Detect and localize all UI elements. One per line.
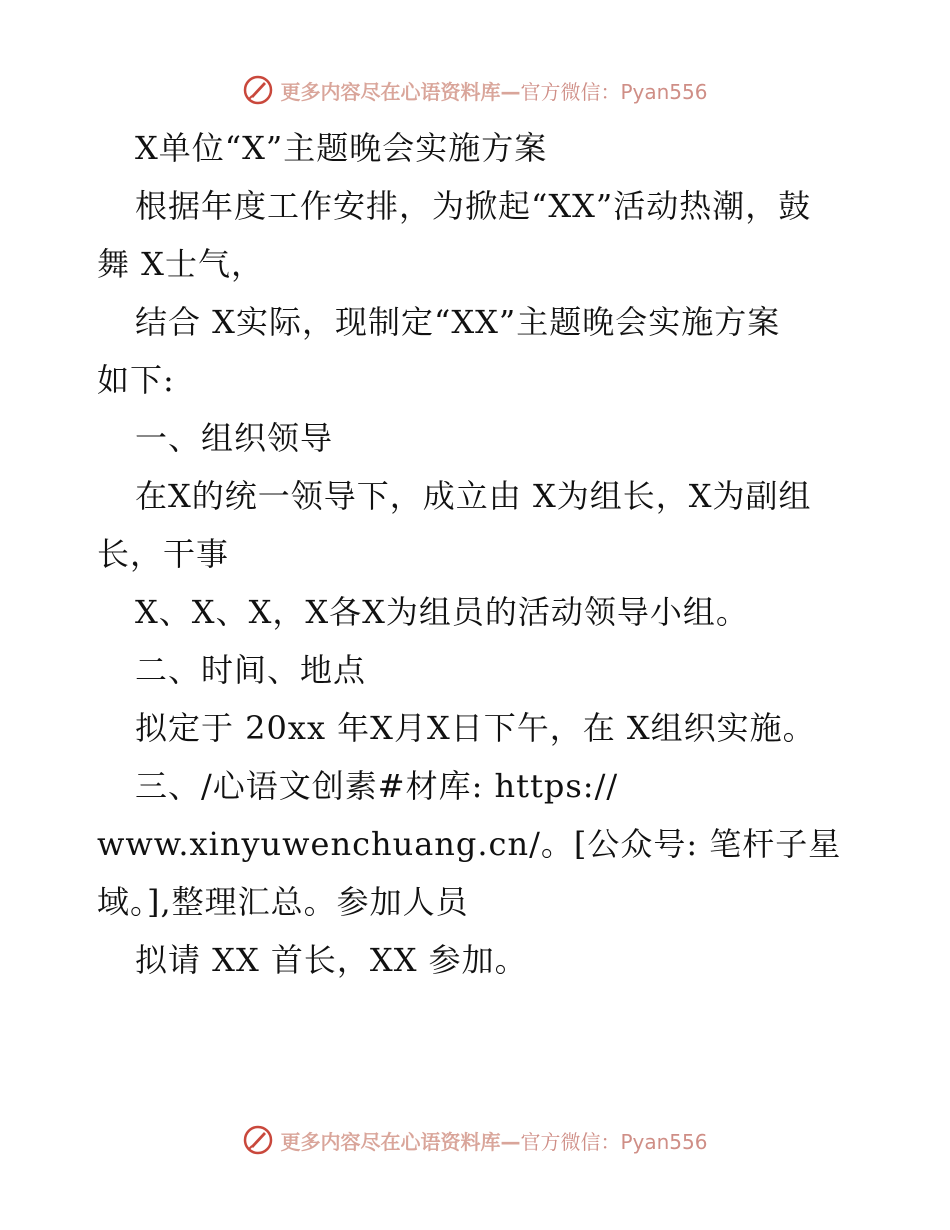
- section-heading: 二、时间、地点: [135, 651, 367, 689]
- paragraph-line: 长，干事: [97, 535, 230, 573]
- quill-logo-icon: [242, 74, 274, 106]
- header-watermark-banner: [0, 70, 950, 110]
- paragraph-line: www.xinyuwenchuang.cn/。[公众号: 笔杆子星: [97, 825, 842, 863]
- paragraph-line: 如下:: [97, 361, 175, 399]
- paragraph-line: 在X的统一领导下，成立由 X为组长，X为副组: [135, 477, 812, 515]
- paragraph-line: 拟定于 20xx 年X月X日下午，在 X组织实施。: [135, 709, 816, 747]
- paragraph-line: 舞 X士气，: [97, 245, 264, 283]
- watermark-text: 更多内容尽在心语资料库—: [280, 79, 521, 104]
- paragraph-line: 拟请 XX 首长，XX 参加。: [135, 941, 528, 979]
- footer-watermark-banner: [0, 1120, 950, 1160]
- paragraph-line: 根据年度工作安排，为掀起“XX”活动热潮，鼓: [135, 187, 812, 225]
- document-title: X单位“X”主题晚会实施方案: [135, 129, 548, 167]
- watermark-wechat: 官方微信：Pyan556: [520, 1129, 708, 1154]
- quill-logo-icon: [242, 1124, 274, 1156]
- watermark-wechat: 官方微信：Pyan556: [520, 79, 708, 104]
- paragraph-line: 结合 X实际，现制定“XX”主题晚会实施方案: [135, 303, 781, 341]
- paragraph-line: 域。],整理汇总。参加人员: [97, 883, 469, 921]
- section-heading: 三、/心语文创素#材库: https://: [135, 767, 619, 805]
- paragraph-line: X、X、X，X各X为组员的活动领导小组。: [135, 593, 749, 631]
- section-heading: 一、组织领导: [135, 419, 334, 457]
- watermark-text: 更多内容尽在心语资料库—: [280, 1129, 521, 1154]
